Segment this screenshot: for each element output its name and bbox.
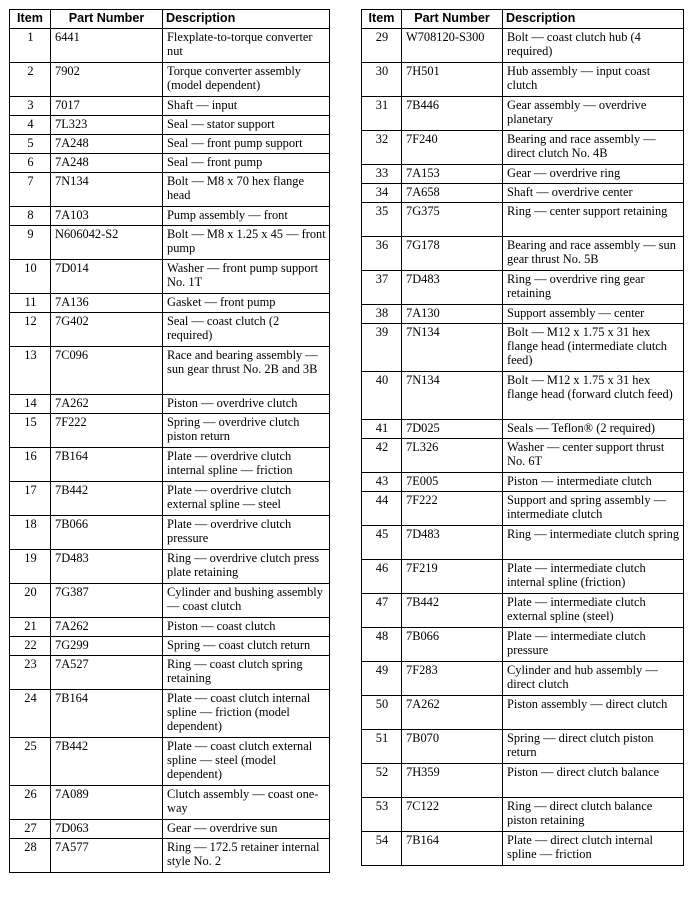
- header-description: Description: [503, 10, 684, 29]
- table-row: [10, 550, 330, 584]
- table-row: [362, 97, 684, 131]
- cell-item: 41: [362, 420, 402, 439]
- cell-description: Bolt — M8 x 70 hex flange head: [163, 173, 330, 207]
- cell-item: 8: [10, 207, 51, 226]
- cell-description: Seals — Teflon® (2 required): [503, 420, 684, 439]
- cell-item: 15: [10, 414, 51, 448]
- header-item: Item: [10, 10, 51, 29]
- table-row: [10, 313, 330, 347]
- cell-description: Ring — direct clutch balance piston retaining: [503, 798, 684, 832]
- table-row: [10, 820, 330, 839]
- cell-description: Support and spring assembly — intermediate clutch: [503, 492, 684, 526]
- cell-item: 42: [362, 439, 402, 473]
- parts-table-right: [361, 9, 684, 866]
- cell-part-number: 7B164: [51, 448, 163, 482]
- cell-description: Clutch assembly — coast one-way: [163, 786, 330, 820]
- cell-part-number: 7L326: [402, 439, 503, 473]
- table-row: [10, 63, 330, 97]
- table-row: [10, 226, 330, 260]
- table-row: [10, 482, 330, 516]
- cell-part-number: 7A262: [51, 618, 163, 637]
- cell-part-number: 6441: [51, 29, 163, 63]
- cell-description: Ring — intermediate clutch spring: [503, 526, 684, 560]
- cell-description: Seal — front pump support: [163, 135, 330, 154]
- table-row: [10, 173, 330, 207]
- cell-description: Plate — intermediate clutch internal spline (friction): [503, 560, 684, 594]
- cell-item: 31: [362, 97, 402, 131]
- cell-item: 16: [10, 448, 51, 482]
- cell-part-number: 7B442: [402, 594, 503, 628]
- table-row: [362, 324, 684, 372]
- cell-item: 39: [362, 324, 402, 372]
- cell-part-number: 7D483: [402, 271, 503, 305]
- table-row: [362, 184, 684, 203]
- cell-part-number: 7017: [51, 97, 163, 116]
- cell-description: Ring — center support retaining: [503, 203, 684, 237]
- cell-description: Bolt — coast clutch hub (4 required): [503, 29, 684, 63]
- cell-item: 49: [362, 662, 402, 696]
- table-row: [362, 696, 684, 730]
- table-row: [10, 618, 330, 637]
- cell-description: Cylinder and bushing assembly — coast clutch: [163, 584, 330, 618]
- cell-description: Gear — overdrive sun: [163, 820, 330, 839]
- cell-description: Seal — stator support: [163, 116, 330, 135]
- cell-item: 18: [10, 516, 51, 550]
- cell-description: Spring — overdrive clutch piston return: [163, 414, 330, 448]
- cell-description: Plate — coast clutch external spline — steel (model dependent): [163, 738, 330, 786]
- cell-item: 32: [362, 131, 402, 165]
- cell-item: 45: [362, 526, 402, 560]
- cell-description: Washer — center support thrust No. 6T: [503, 439, 684, 473]
- table-row: [10, 97, 330, 116]
- cell-item: 51: [362, 730, 402, 764]
- cell-item: 34: [362, 184, 402, 203]
- cell-description: Ring — 172.5 retainer internal style No. 2: [163, 839, 330, 873]
- table-row: [362, 662, 684, 696]
- cell-description: Plate — overdrive clutch pressure: [163, 516, 330, 550]
- table-row: [362, 165, 684, 184]
- cell-item: 44: [362, 492, 402, 526]
- table-row: [10, 135, 330, 154]
- header-description: Description: [163, 10, 330, 29]
- cell-description: Washer — front pump support No. 1T: [163, 260, 330, 294]
- cell-part-number: 7F240: [402, 131, 503, 165]
- cell-part-number: 7A248: [51, 154, 163, 173]
- cell-part-number: 7H501: [402, 63, 503, 97]
- cell-item: 1: [10, 29, 51, 63]
- cell-part-number: 7L323: [51, 116, 163, 135]
- cell-item: 27: [10, 820, 51, 839]
- cell-description: Ring — coast clutch spring retaining: [163, 656, 330, 690]
- cell-part-number: 7A089: [51, 786, 163, 820]
- cell-item: 47: [362, 594, 402, 628]
- cell-description: Gear — overdrive ring: [503, 165, 684, 184]
- cell-part-number: 7B446: [402, 97, 503, 131]
- cell-part-number: 7D025: [402, 420, 503, 439]
- cell-description: Plate — coast clutch internal spline — friction (model dependent): [163, 690, 330, 738]
- cell-description: Hub assembly — input coast clutch: [503, 63, 684, 97]
- cell-description: Bearing and race assembly — sun gear thrust No. 5B: [503, 237, 684, 271]
- cell-part-number: 7D483: [51, 550, 163, 584]
- cell-description: Bearing and race assembly — direct clutch No. 4B: [503, 131, 684, 165]
- cell-description: Spring — coast clutch return: [163, 637, 330, 656]
- table-row: [10, 839, 330, 873]
- cell-part-number: 7H359: [402, 764, 503, 798]
- table-row: [362, 628, 684, 662]
- table-row: [362, 492, 684, 526]
- cell-description: Seal — coast clutch (2 required): [163, 313, 330, 347]
- table-row: [362, 730, 684, 764]
- table-row: [10, 584, 330, 618]
- cell-item: 48: [362, 628, 402, 662]
- cell-item: 29: [362, 29, 402, 63]
- table-header-row: [362, 10, 684, 29]
- cell-part-number: 7B070: [402, 730, 503, 764]
- cell-part-number: 7N134: [51, 173, 163, 207]
- cell-description: Seal — front pump: [163, 154, 330, 173]
- cell-description: Gasket — front pump: [163, 294, 330, 313]
- table-row: [362, 237, 684, 271]
- table-row: [362, 764, 684, 798]
- cell-description: Piston — overdrive clutch: [163, 395, 330, 414]
- table-row: [10, 690, 330, 738]
- cell-part-number: 7A153: [402, 165, 503, 184]
- cell-part-number: 7G178: [402, 237, 503, 271]
- cell-description: Flexplate-to-torque converter nut: [163, 29, 330, 63]
- cell-item: 14: [10, 395, 51, 414]
- cell-item: 2: [10, 63, 51, 97]
- cell-item: 5: [10, 135, 51, 154]
- cell-part-number: 7G402: [51, 313, 163, 347]
- cell-description: Piston — intermediate clutch: [503, 473, 684, 492]
- cell-part-number: 7F283: [402, 662, 503, 696]
- table-row: [10, 347, 330, 395]
- cell-item: 9: [10, 226, 51, 260]
- cell-part-number: 7F222: [402, 492, 503, 526]
- cell-item: 30: [362, 63, 402, 97]
- cell-item: 33: [362, 165, 402, 184]
- cell-item: 13: [10, 347, 51, 395]
- cell-part-number: 7B442: [51, 482, 163, 516]
- cell-part-number: 7A248: [51, 135, 163, 154]
- table-row: [362, 798, 684, 832]
- cell-item: 38: [362, 305, 402, 324]
- cell-part-number: 7D014: [51, 260, 163, 294]
- table-row: [10, 207, 330, 226]
- table-row: [10, 656, 330, 690]
- cell-description: Plate — direct clutch internal spline — friction: [503, 832, 684, 866]
- cell-description: Shaft — overdrive center: [503, 184, 684, 203]
- cell-item: 52: [362, 764, 402, 798]
- cell-part-number: 7A130: [402, 305, 503, 324]
- cell-item: 6: [10, 154, 51, 173]
- table-row: [10, 29, 330, 63]
- cell-item: 19: [10, 550, 51, 584]
- cell-item: 12: [10, 313, 51, 347]
- table-row: [10, 637, 330, 656]
- cell-item: 20: [10, 584, 51, 618]
- table-row: [10, 116, 330, 135]
- cell-description: Plate — overdrive clutch external spline — steel: [163, 482, 330, 516]
- cell-part-number: 7E005: [402, 473, 503, 492]
- cell-part-number: 7A136: [51, 294, 163, 313]
- cell-item: 22: [10, 637, 51, 656]
- header-item: Item: [362, 10, 402, 29]
- table-row: [362, 526, 684, 560]
- cell-part-number: 7A658: [402, 184, 503, 203]
- cell-item: 17: [10, 482, 51, 516]
- cell-item: 11: [10, 294, 51, 313]
- cell-description: Bolt — M12 x 1.75 x 31 hex flange head (intermediate clutch feed): [503, 324, 684, 372]
- header-part-number: Part Number: [51, 10, 163, 29]
- cell-description: Bolt — M12 x 1.75 x 31 hex flange head (forward clutch feed): [503, 372, 684, 420]
- cell-item: 7: [10, 173, 51, 207]
- cell-part-number: 7A262: [51, 395, 163, 414]
- cell-part-number: 7F219: [402, 560, 503, 594]
- cell-item: 40: [362, 372, 402, 420]
- cell-description: Plate — intermediate clutch external spline (steel): [503, 594, 684, 628]
- cell-description: Pump assembly — front: [163, 207, 330, 226]
- table-row: [10, 448, 330, 482]
- cell-item: 54: [362, 832, 402, 866]
- cell-description: Piston assembly — direct clutch: [503, 696, 684, 730]
- cell-part-number: 7B066: [51, 516, 163, 550]
- parts-table-left: [9, 9, 330, 873]
- cell-item: 43: [362, 473, 402, 492]
- cell-item: 28: [10, 839, 51, 873]
- cell-item: 3: [10, 97, 51, 116]
- cell-description: Cylinder and hub assembly — direct clutch: [503, 662, 684, 696]
- table-row: [362, 473, 684, 492]
- cell-item: 4: [10, 116, 51, 135]
- cell-description: Torque converter assembly (model dependent): [163, 63, 330, 97]
- table-header-row: [10, 10, 330, 29]
- cell-description: Piston — coast clutch: [163, 618, 330, 637]
- cell-part-number: 7D063: [51, 820, 163, 839]
- table-row: [362, 131, 684, 165]
- table-row: [10, 154, 330, 173]
- table-row: [10, 260, 330, 294]
- table-row: [362, 832, 684, 866]
- table-row: [10, 414, 330, 448]
- cell-item: 35: [362, 203, 402, 237]
- cell-item: 10: [10, 260, 51, 294]
- cell-item: 24: [10, 690, 51, 738]
- table-row: [362, 560, 684, 594]
- cell-description: Spring — direct clutch piston return: [503, 730, 684, 764]
- cell-description: Support assembly — center: [503, 305, 684, 324]
- cell-part-number: 7G375: [402, 203, 503, 237]
- table-row: [362, 29, 684, 63]
- cell-part-number: 7B164: [402, 832, 503, 866]
- cell-item: 26: [10, 786, 51, 820]
- cell-description: Ring — overdrive clutch press plate retaining: [163, 550, 330, 584]
- table-row: [362, 203, 684, 237]
- cell-part-number: 7N134: [402, 372, 503, 420]
- cell-description: Plate — intermediate clutch pressure: [503, 628, 684, 662]
- cell-part-number: 7B164: [51, 690, 163, 738]
- cell-description: Race and bearing assembly — sun gear thrust No. 2B and 3B: [163, 347, 330, 395]
- table-row: [10, 294, 330, 313]
- cell-part-number: N606042-S2: [51, 226, 163, 260]
- cell-description: Ring — overdrive ring gear retaining: [503, 271, 684, 305]
- cell-part-number: 7A103: [51, 207, 163, 226]
- cell-part-number: 7B442: [51, 738, 163, 786]
- cell-description: Bolt — M8 x 1.25 x 45 — front pump: [163, 226, 330, 260]
- cell-part-number: 7G387: [51, 584, 163, 618]
- cell-part-number: 7C122: [402, 798, 503, 832]
- cell-part-number: 7902: [51, 63, 163, 97]
- table-row: [362, 305, 684, 324]
- table-row: [362, 594, 684, 628]
- cell-item: 50: [362, 696, 402, 730]
- cell-part-number: 7D483: [402, 526, 503, 560]
- cell-item: 21: [10, 618, 51, 637]
- cell-part-number: 7B066: [402, 628, 503, 662]
- table-row: [10, 786, 330, 820]
- header-part-number: Part Number: [402, 10, 503, 29]
- cell-description: Gear assembly — overdrive planetary: [503, 97, 684, 131]
- cell-item: 23: [10, 656, 51, 690]
- cell-part-number: 7A577: [51, 839, 163, 873]
- cell-item: 53: [362, 798, 402, 832]
- cell-part-number: 7A262: [402, 696, 503, 730]
- cell-item: 36: [362, 237, 402, 271]
- cell-part-number: 7F222: [51, 414, 163, 448]
- cell-part-number: 7G299: [51, 637, 163, 656]
- cell-item: 46: [362, 560, 402, 594]
- cell-item: 25: [10, 738, 51, 786]
- table-row: [362, 63, 684, 97]
- table-row: [362, 372, 684, 420]
- table-row: [362, 420, 684, 439]
- cell-part-number: 7A527: [51, 656, 163, 690]
- cell-part-number: 7C096: [51, 347, 163, 395]
- cell-description: Piston — direct clutch balance: [503, 764, 684, 798]
- table-row: [10, 516, 330, 550]
- table-row: [10, 738, 330, 786]
- cell-description: Plate — overdrive clutch internal spline — friction: [163, 448, 330, 482]
- table-row: [362, 271, 684, 305]
- table-row: [10, 395, 330, 414]
- cell-part-number: 7N134: [402, 324, 503, 372]
- cell-description: Shaft — input: [163, 97, 330, 116]
- cell-item: 37: [362, 271, 402, 305]
- table-row: [362, 439, 684, 473]
- cell-part-number: W708120-S300: [402, 29, 503, 63]
